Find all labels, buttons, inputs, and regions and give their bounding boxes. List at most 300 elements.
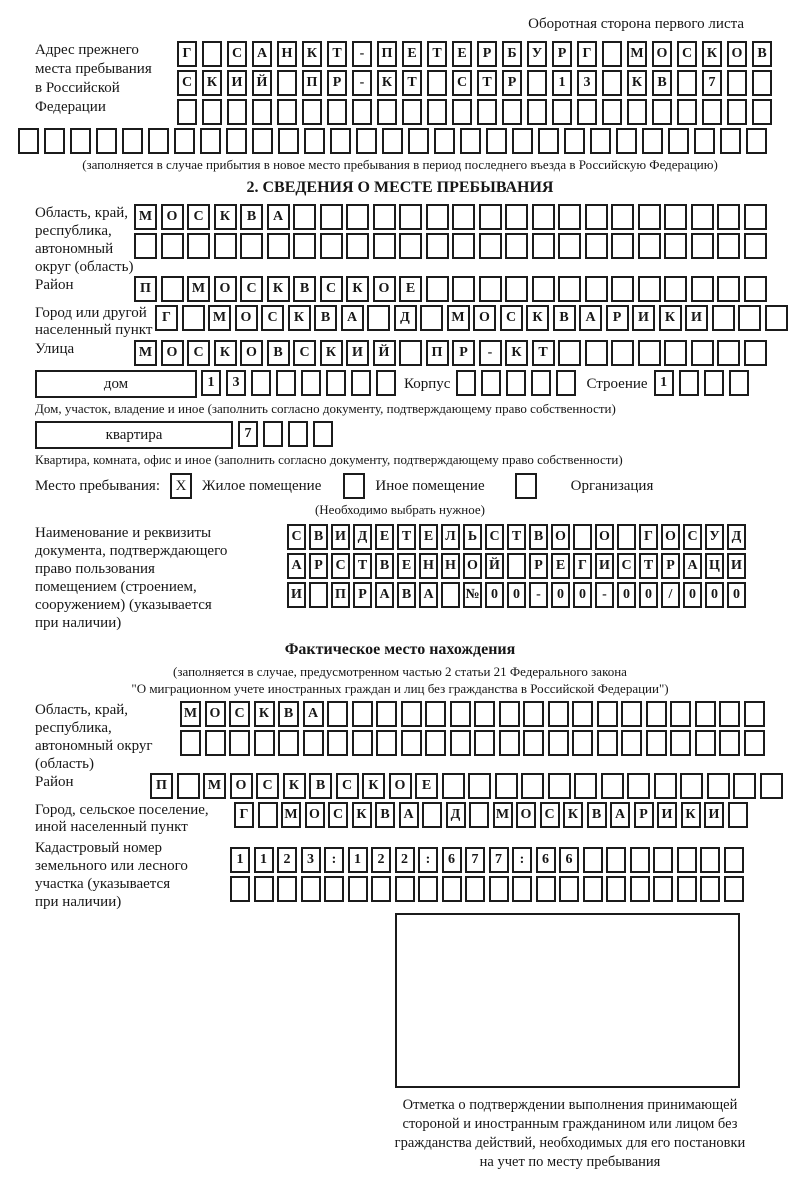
char-box: А xyxy=(287,553,306,579)
char-box: С xyxy=(187,204,210,230)
char-box: 0 xyxy=(639,582,658,608)
char-box xyxy=(395,876,415,902)
char-box xyxy=(606,847,626,873)
char-box: В xyxy=(293,276,316,302)
char-box xyxy=(293,233,316,259)
char-box: С xyxy=(331,553,350,579)
char-box xyxy=(346,204,369,230)
label-line: населенный пункт xyxy=(35,322,153,338)
char-box: И xyxy=(346,340,369,366)
label-line: республика, xyxy=(35,223,112,239)
char-box: Р xyxy=(452,340,475,366)
char-box: - xyxy=(595,582,614,608)
char-box: 0 xyxy=(507,582,526,608)
char-box: 1 xyxy=(254,847,274,873)
char-box xyxy=(278,128,299,154)
char-box: С xyxy=(256,773,279,799)
char-box: 0 xyxy=(573,582,592,608)
label-line: Наименование и реквизиты xyxy=(35,525,212,541)
char-box xyxy=(304,128,325,154)
char-box xyxy=(700,847,720,873)
document-grid xyxy=(287,524,746,608)
char-box xyxy=(402,99,422,125)
char-box xyxy=(573,524,592,550)
char-box: 6 xyxy=(559,847,579,873)
char-box: П xyxy=(134,276,157,302)
char-box: Н xyxy=(441,553,460,579)
char-box xyxy=(303,730,324,756)
street-row xyxy=(134,340,767,366)
char-box: С xyxy=(240,276,263,302)
char-box: 2 xyxy=(395,847,415,873)
char-box xyxy=(505,204,528,230)
char-box xyxy=(527,99,547,125)
char-box: У xyxy=(527,41,547,67)
char-box: Г xyxy=(177,41,197,67)
char-box xyxy=(664,276,687,302)
char-box: К xyxy=(627,70,647,96)
region-row-1 xyxy=(134,204,767,230)
char-box: 3 xyxy=(301,847,321,873)
char-box xyxy=(442,876,462,902)
char-box: К xyxy=(377,70,397,96)
char-box xyxy=(479,276,502,302)
char-box xyxy=(502,99,522,125)
char-box xyxy=(611,340,634,366)
korpus-label: Корпус xyxy=(404,376,451,392)
prev-address-row-3 xyxy=(177,99,772,125)
char-box xyxy=(746,128,767,154)
char-box: Г xyxy=(639,524,658,550)
char-box: Б xyxy=(502,41,522,67)
prev-address-label xyxy=(35,41,177,117)
char-box xyxy=(717,340,740,366)
flat-number-cells xyxy=(238,421,333,447)
char-box xyxy=(277,876,297,902)
char-box xyxy=(477,99,497,125)
char-box: Т xyxy=(402,70,422,96)
cadastre-field xyxy=(35,839,800,911)
char-box xyxy=(532,276,555,302)
char-box: П xyxy=(302,70,322,96)
confirmation-stamp-box xyxy=(395,913,740,1088)
char-box xyxy=(460,128,481,154)
char-box: С xyxy=(287,524,306,550)
char-box xyxy=(425,701,446,727)
char-box: Р xyxy=(477,41,497,67)
char-box xyxy=(536,876,556,902)
char-box xyxy=(712,305,735,331)
char-box: О xyxy=(516,802,536,828)
document-label xyxy=(35,524,287,632)
char-box xyxy=(617,524,636,550)
char-box xyxy=(479,204,502,230)
char-box: Й xyxy=(485,553,504,579)
char-box xyxy=(327,701,348,727)
char-box: - xyxy=(352,70,372,96)
char-box xyxy=(668,128,689,154)
region-2-row-1 xyxy=(180,701,765,727)
char-box xyxy=(401,701,422,727)
char-box xyxy=(752,99,772,125)
char-box: М xyxy=(627,41,647,67)
char-box: И xyxy=(704,802,724,828)
char-box xyxy=(382,128,403,154)
char-box xyxy=(505,276,528,302)
label-line: (область) xyxy=(35,756,94,772)
char-box: С xyxy=(677,41,697,67)
char-box: / xyxy=(661,582,680,608)
char-box xyxy=(240,233,263,259)
char-box xyxy=(738,305,761,331)
label-line: Район xyxy=(35,277,74,293)
char-box xyxy=(559,876,579,902)
char-box: Е xyxy=(415,773,438,799)
char-box xyxy=(700,876,720,902)
char-box: В xyxy=(553,305,576,331)
char-box xyxy=(96,128,117,154)
char-box xyxy=(377,99,397,125)
char-box: К xyxy=(681,802,701,828)
district-2-row xyxy=(150,773,783,799)
char-box xyxy=(680,773,703,799)
char-box xyxy=(583,847,603,873)
char-box xyxy=(252,128,273,154)
char-box xyxy=(399,233,422,259)
char-box xyxy=(630,876,650,902)
char-box xyxy=(401,730,422,756)
page-side-note: Оборотная сторона первого листа xyxy=(528,16,744,32)
char-box xyxy=(450,730,471,756)
label-line: при наличии) xyxy=(35,615,122,631)
char-box: И xyxy=(685,305,708,331)
char-box: К xyxy=(302,41,322,67)
char-box: С xyxy=(485,524,504,550)
stroenie-cells xyxy=(654,370,749,396)
char-box: К xyxy=(214,340,237,366)
char-box xyxy=(426,276,449,302)
char-box: С xyxy=(540,802,560,828)
char-box xyxy=(263,421,283,447)
char-box: Е xyxy=(419,524,438,550)
char-box: К xyxy=(283,773,306,799)
char-box xyxy=(465,876,485,902)
char-box xyxy=(707,773,730,799)
char-box xyxy=(376,730,397,756)
label-line: автономный xyxy=(35,241,114,257)
char-box xyxy=(474,701,495,727)
char-box xyxy=(558,276,581,302)
char-box xyxy=(452,204,475,230)
char-box: 2 xyxy=(277,847,297,873)
checkbox-residential: X xyxy=(170,473,192,499)
checkbox-other-premises xyxy=(343,473,365,499)
char-box xyxy=(252,99,272,125)
char-box xyxy=(585,204,608,230)
char-box: 1 xyxy=(230,847,250,873)
caption-line: Отметка о подтверждении выполнения принимающей xyxy=(402,1097,738,1113)
char-box xyxy=(278,730,299,756)
label-line: Кадастровый номер xyxy=(35,840,162,856)
char-box xyxy=(499,730,520,756)
char-box xyxy=(301,876,321,902)
char-box xyxy=(602,70,622,96)
char-box xyxy=(691,276,714,302)
city-2-row xyxy=(234,802,748,828)
char-box: П xyxy=(426,340,449,366)
char-box xyxy=(653,847,673,873)
char-box: М xyxy=(187,276,210,302)
char-box xyxy=(638,233,661,259)
char-box xyxy=(352,730,373,756)
prev-address-caption: (заполняется в случае прибытия в новое место пребывания в период последнего въезда в Российскую Федерацию) xyxy=(82,157,718,172)
korpus-cells xyxy=(456,370,576,396)
prev-address-field xyxy=(35,41,800,125)
char-box: 2 xyxy=(371,847,391,873)
region-grid xyxy=(134,204,767,259)
char-box xyxy=(621,701,642,727)
document-row-1 xyxy=(287,524,746,550)
char-box xyxy=(495,773,518,799)
char-box xyxy=(590,128,611,154)
char-box xyxy=(717,233,740,259)
char-box xyxy=(229,730,250,756)
char-box: Е xyxy=(397,553,416,579)
char-box: В xyxy=(397,582,416,608)
char-box xyxy=(670,701,691,727)
char-box xyxy=(452,233,475,259)
char-box: Т xyxy=(427,41,447,67)
char-box: В xyxy=(375,802,395,828)
char-box: Т xyxy=(327,41,347,67)
char-box: М xyxy=(180,701,201,727)
char-box xyxy=(276,370,296,396)
char-box xyxy=(489,876,509,902)
actual-location-caption xyxy=(0,663,800,697)
char-box xyxy=(724,847,744,873)
char-box xyxy=(506,370,526,396)
region-2-grid xyxy=(180,701,765,756)
char-box: К xyxy=(320,340,343,366)
char-box: И xyxy=(657,802,677,828)
char-box: А xyxy=(252,41,272,67)
caption-line: на учет по месту пребывания xyxy=(479,1154,661,1170)
char-box: В xyxy=(529,524,548,550)
char-box xyxy=(177,99,197,125)
char-box: : xyxy=(512,847,532,873)
char-box xyxy=(373,233,396,259)
label-line: помещением (строением, xyxy=(35,579,197,595)
char-box: И xyxy=(595,553,614,579)
char-box: 6 xyxy=(536,847,556,873)
char-box xyxy=(486,128,507,154)
label-line: документа, подтверждающего xyxy=(35,543,228,559)
char-box xyxy=(577,99,597,125)
char-box xyxy=(474,730,495,756)
char-box xyxy=(521,773,544,799)
char-box: В xyxy=(309,773,332,799)
char-box xyxy=(254,730,275,756)
char-box: К xyxy=(288,305,311,331)
street-label xyxy=(35,340,134,358)
char-box: О xyxy=(595,524,614,550)
label-line: Федерации xyxy=(35,99,106,115)
label-line: земельного или лесного xyxy=(35,858,188,874)
char-box xyxy=(425,730,446,756)
char-box xyxy=(254,876,274,902)
char-box xyxy=(611,276,634,302)
char-box xyxy=(532,204,555,230)
char-box: С xyxy=(261,305,284,331)
char-box: А xyxy=(341,305,364,331)
label-line: Район xyxy=(35,774,74,790)
char-box: П xyxy=(377,41,397,67)
char-box: О xyxy=(652,41,672,67)
char-box: И xyxy=(632,305,655,331)
char-box: Т xyxy=(353,553,372,579)
char-box xyxy=(538,128,559,154)
region-2-field xyxy=(35,701,800,773)
char-box xyxy=(638,276,661,302)
char-box: В xyxy=(267,340,290,366)
city-2-field xyxy=(35,802,800,836)
char-box: 0 xyxy=(683,582,702,608)
char-box xyxy=(468,773,491,799)
char-box xyxy=(552,99,572,125)
char-box: В xyxy=(314,305,337,331)
char-box: С xyxy=(336,773,359,799)
char-box: П xyxy=(331,582,350,608)
stamp-caption xyxy=(345,1096,795,1172)
char-box: С xyxy=(617,553,636,579)
label-line: участка (указывается xyxy=(35,876,171,892)
char-box xyxy=(760,773,783,799)
region-2-label xyxy=(35,701,180,773)
char-box xyxy=(320,204,343,230)
char-box xyxy=(205,730,226,756)
char-box xyxy=(174,128,195,154)
char-box xyxy=(227,99,247,125)
char-box: О xyxy=(551,524,570,550)
char-box xyxy=(677,847,697,873)
char-box xyxy=(352,701,373,727)
char-box: А xyxy=(303,701,324,727)
char-box xyxy=(652,99,672,125)
char-box xyxy=(677,99,697,125)
char-box: Н xyxy=(277,41,297,67)
char-box xyxy=(670,730,691,756)
char-box: Г xyxy=(577,41,597,67)
char-box xyxy=(677,876,697,902)
char-box: И xyxy=(331,524,350,550)
char-box: С xyxy=(229,701,250,727)
prev-address-row-1 xyxy=(177,41,772,67)
char-box xyxy=(356,128,377,154)
char-box: В xyxy=(240,204,263,230)
char-box: К xyxy=(202,70,222,96)
char-box: В xyxy=(278,701,299,727)
char-box xyxy=(729,370,749,396)
char-box xyxy=(611,204,634,230)
char-box: Д xyxy=(394,305,417,331)
char-box xyxy=(597,701,618,727)
char-box: Е xyxy=(402,41,422,67)
char-box xyxy=(376,370,396,396)
caption-line: гражданства действий, необходимых для его постановки xyxy=(394,1135,746,1151)
cadastre-row-1 xyxy=(230,847,744,873)
char-box: Р xyxy=(309,553,328,579)
char-box xyxy=(719,701,740,727)
char-box xyxy=(616,128,637,154)
char-box xyxy=(717,204,740,230)
char-box xyxy=(376,701,397,727)
char-box: К xyxy=(505,340,528,366)
region-field xyxy=(35,204,800,276)
region-row-2 xyxy=(134,233,767,259)
char-box xyxy=(505,233,528,259)
char-box xyxy=(702,99,722,125)
char-box xyxy=(427,99,447,125)
char-box: Р xyxy=(529,553,548,579)
char-box xyxy=(679,370,699,396)
char-box xyxy=(717,276,740,302)
char-box: О xyxy=(727,41,747,67)
char-box: 0 xyxy=(485,582,504,608)
char-box: Ц xyxy=(705,553,724,579)
char-box xyxy=(122,128,143,154)
char-box: 1 xyxy=(654,370,674,396)
char-box: Т xyxy=(397,524,416,550)
char-box xyxy=(744,204,767,230)
char-box xyxy=(200,128,221,154)
char-box: И xyxy=(727,553,746,579)
char-box: М xyxy=(281,802,301,828)
char-box: А xyxy=(267,204,290,230)
char-box xyxy=(611,233,634,259)
char-box xyxy=(638,340,661,366)
char-box xyxy=(727,99,747,125)
char-box: О xyxy=(161,204,184,230)
char-box xyxy=(646,730,667,756)
document-row-3 xyxy=(287,582,746,608)
char-box xyxy=(202,99,222,125)
char-box xyxy=(606,876,626,902)
char-box: П xyxy=(150,773,173,799)
char-box xyxy=(602,41,622,67)
district-row xyxy=(134,276,767,302)
char-box xyxy=(720,128,741,154)
char-box: С xyxy=(177,70,197,96)
caption-line: (заполняется в случае, предусмотренном частью 2 статьи 21 Федерального закона xyxy=(173,664,627,679)
char-box xyxy=(214,233,237,259)
char-box xyxy=(585,276,608,302)
char-box xyxy=(664,233,687,259)
char-box: Р xyxy=(606,305,629,331)
char-box xyxy=(691,340,714,366)
char-box xyxy=(371,876,391,902)
char-box: А xyxy=(610,802,630,828)
flat-caption: Квартира, комната, офис и иное (заполнить согласно документу, подтверждающему право собственности) xyxy=(35,452,623,467)
char-box: О xyxy=(473,305,496,331)
char-box: С xyxy=(683,524,702,550)
char-box xyxy=(512,128,533,154)
char-box: О xyxy=(463,553,482,579)
label-line: право пользования xyxy=(35,561,155,577)
char-box: К xyxy=(254,701,275,727)
stroenie-label: Строение xyxy=(586,376,648,392)
char-box: Р xyxy=(552,41,572,67)
char-box xyxy=(532,233,555,259)
